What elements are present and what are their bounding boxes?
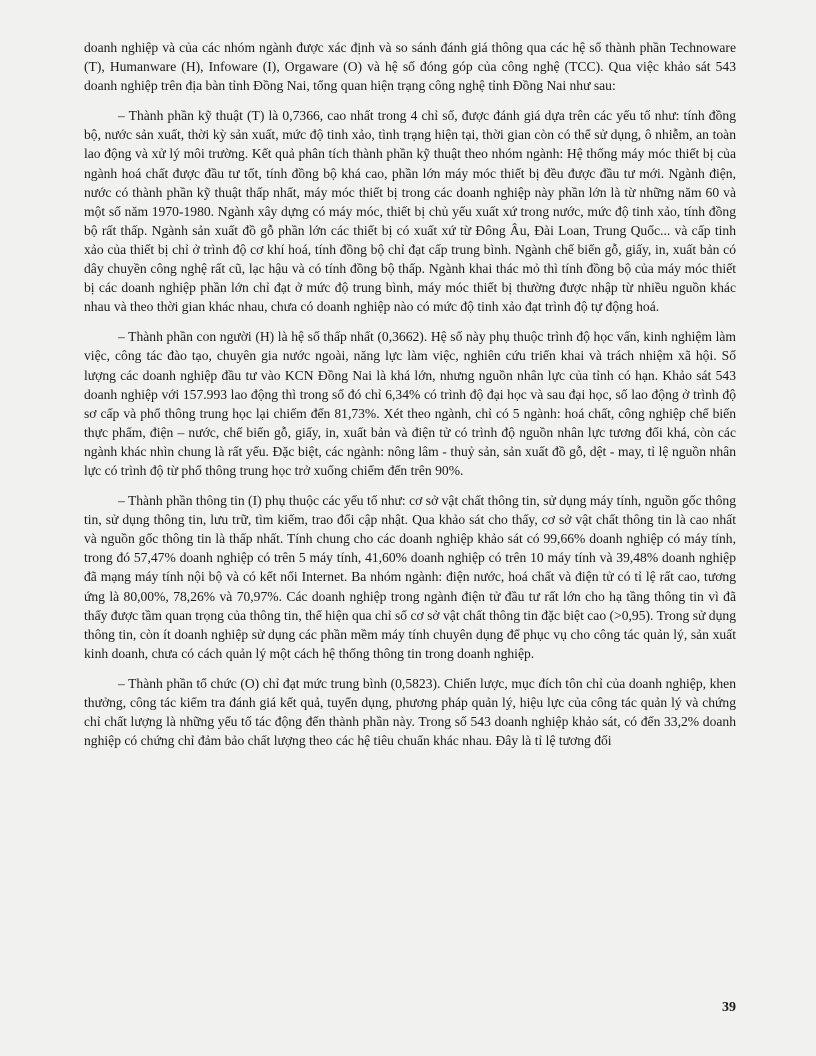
paragraph-intro: doanh nghiệp và của các nhóm ngành được xác định và so sánh đánh giá thông qua các hệ số thành phần Technoware (T), Humanware (H), Infoware (I), Orgaware (O) và hệ số đóng góp của công nghệ (TCC). Qua việc khảo sát 543 doanh nghiệp trên địa bàn tỉnh Đồng Nai, tổng quan hiện trạng công nghệ tỉnh Đồng Nai như sau: [84,40,736,94]
paragraph-humanware: – Thành phần con người (H) là hệ số thấp nhất (0,3662). Hệ số này phụ thuộc trình độ học vấn, kinh nghiệm làm việc, công tác đào tạo, chuyên gia nước ngoài, năng lực làm việc, nghiên cứu triển khai và trách nhiệm xã hội. Số lượng các doanh nghiệp đầu tư vào KCN Đồng Nai là khá lớn, nhưng nguồn nhân lực của tỉnh có hạn. Khảo sát 543 doanh nghiệp với 157.993 lao động thì trong số đó chỉ 6,34% có trình độ đại học và sau đại học, số lao động ở trình độ sơ cấp và phổ thông trung học lại chiếm đến 81,73%. Xét theo ngành, chỉ có 5 ngành: hoá chất, công nghiệp chế biến thực phẩm, điện – nước, chế biến gỗ, giấy, in, xuất bản và điện tử có trình độ nguồn nhân lực tương đối khá, còn các ngành khác nhìn chung là rất yếu. Đặc biệt, các ngành: nông lâm - thuỷ sản, sản xuất đồ gỗ, dệt - may, tỉ lệ nguồn nhân lực có trình độ từ phổ thông trung học trở xuống chiếm đến trên 90%. [84,329,736,478]
page-number: 39 [722,1000,736,1015]
paragraph-orgaware: – Thành phần tổ chức (O) chỉ đạt mức trung bình (0,5823). Chiến lược, mục đích tôn chỉ của doanh nghiệp, khen thưởng, công tác kiểm tra đánh giá kết quả, tuyển dụng, phương pháp quản lý, hiệu lực của công tác quản lý và chứng chỉ chất lượng là những yếu tố tác động đến thành phần này. Trong số 543 doanh nghiệp khảo sát, có đến 33,2% doanh nghiệp có chứng chỉ đảm bảo chất lượng theo các hệ tiêu chuẩn khác nhau. Đây là tỉ lệ tương đối [84,675,736,749]
paragraph-infoware: – Thành phần thông tin (I) phụ thuộc các yếu tố như: cơ sở vật chất thông tin, sử dụng máy tính, nguồn gốc thông tin, sử dụng thông tin, lưu trữ, tìm kiếm, trao đổi cập nhật. Qua khảo sát cho thấy, cơ sở vật chất thông tin là cao nhất và nguồn gốc thông tin là thấp nhất. Tính chung cho các doanh nghiệp khảo sát có 99,66% doanh nghiệp có máy tính, trong đó 57,47% doanh nghiệp có trên 5 máy tính, 41,60% doanh nghiệp có trên 10 máy tính và 39,48% doanh nghiệp đã mạng máy tính nội bộ và có kết nối Internet. Ba nhóm ngành: điện nước, hoá chất và điện tử có tỉ lệ rất cao, tương ứng là 80,00%, 78,26% và 70,97%. Các doanh nghiệp trong ngành điện tử đầu tư rất lớn cho hạ tầng thông tin vì đã thấy được tầm quan trọng của thông tin, thể hiện qua chỉ số cơ sở vật chất thông tin đặc biệt cao (>0,95). Trong sử dụng thông tin, còn ít doanh nghiệp sử dụng các phần mềm máy tính chuyên dụng để phục vụ cho công tác quản lý, sản xuất kinh doanh, chưa có cách quản lý một cách hệ thống thông tin trong doanh nghiệp. [84,493,736,661]
paragraph-technoware: – Thành phần kỹ thuật (T) là 0,7366, cao nhất trong 4 chỉ số, được đánh giá dựa trên các yếu tố như: tính đồng bộ, nước sản xuất, thời kỳ sản xuất, mức độ tinh xảo, tình trạng hiện tại, thời gian còn có thể sử dụng, ô nhiễm, an toàn lao động và xử lý môi trường. Kết quả phân tích thành phần kỹ thuật theo nhóm ngành: Hệ thống máy móc thiết bị của ngành hoá chất được đầu tư tốt, tính đồng bộ khá cao, phần lớn máy móc thiết bị đều được đầu tư mới. Ngành điện, nước có thành phần kỹ thuật thấp nhất, máy móc thiết bị trong các doanh nghiệp này phần lớn là từ những năm 60 và một số năm 1970-1980. Ngành xây dựng có máy móc, thiết bị chủ yếu xuất xứ trong nước, mức độ tinh xảo, tính đồng bộ rất thấp. Ngành sản xuất đồ gỗ phần lớn các thiết bị có xuất xứ từ Đông Âu, Đài Loan, Trung Quốc... và cấp tinh xảo của thiết bị chỉ ở trình độ cơ khí hoá, tính đồng bộ chỉ đạt cấp trung bình. Ngành chế biến gỗ, giấy, in, xuất bản có dây chuyền công nghệ rất cũ, lạc hậu và có tính đồng bộ thấp. Ngành khai thác mỏ thì tính đồng bộ của máy móc thiết bị các doanh nghiệp phần lớn chỉ đạt ở mức độ trung bình, máy móc thiết bị thường được nhập từ nhiều nguồn khác nhau và theo thời gian khác nhau, chưa có doanh nghiệp nào có mức độ tinh xảo đạt trình độ tự động hoá. [84,108,736,315]
